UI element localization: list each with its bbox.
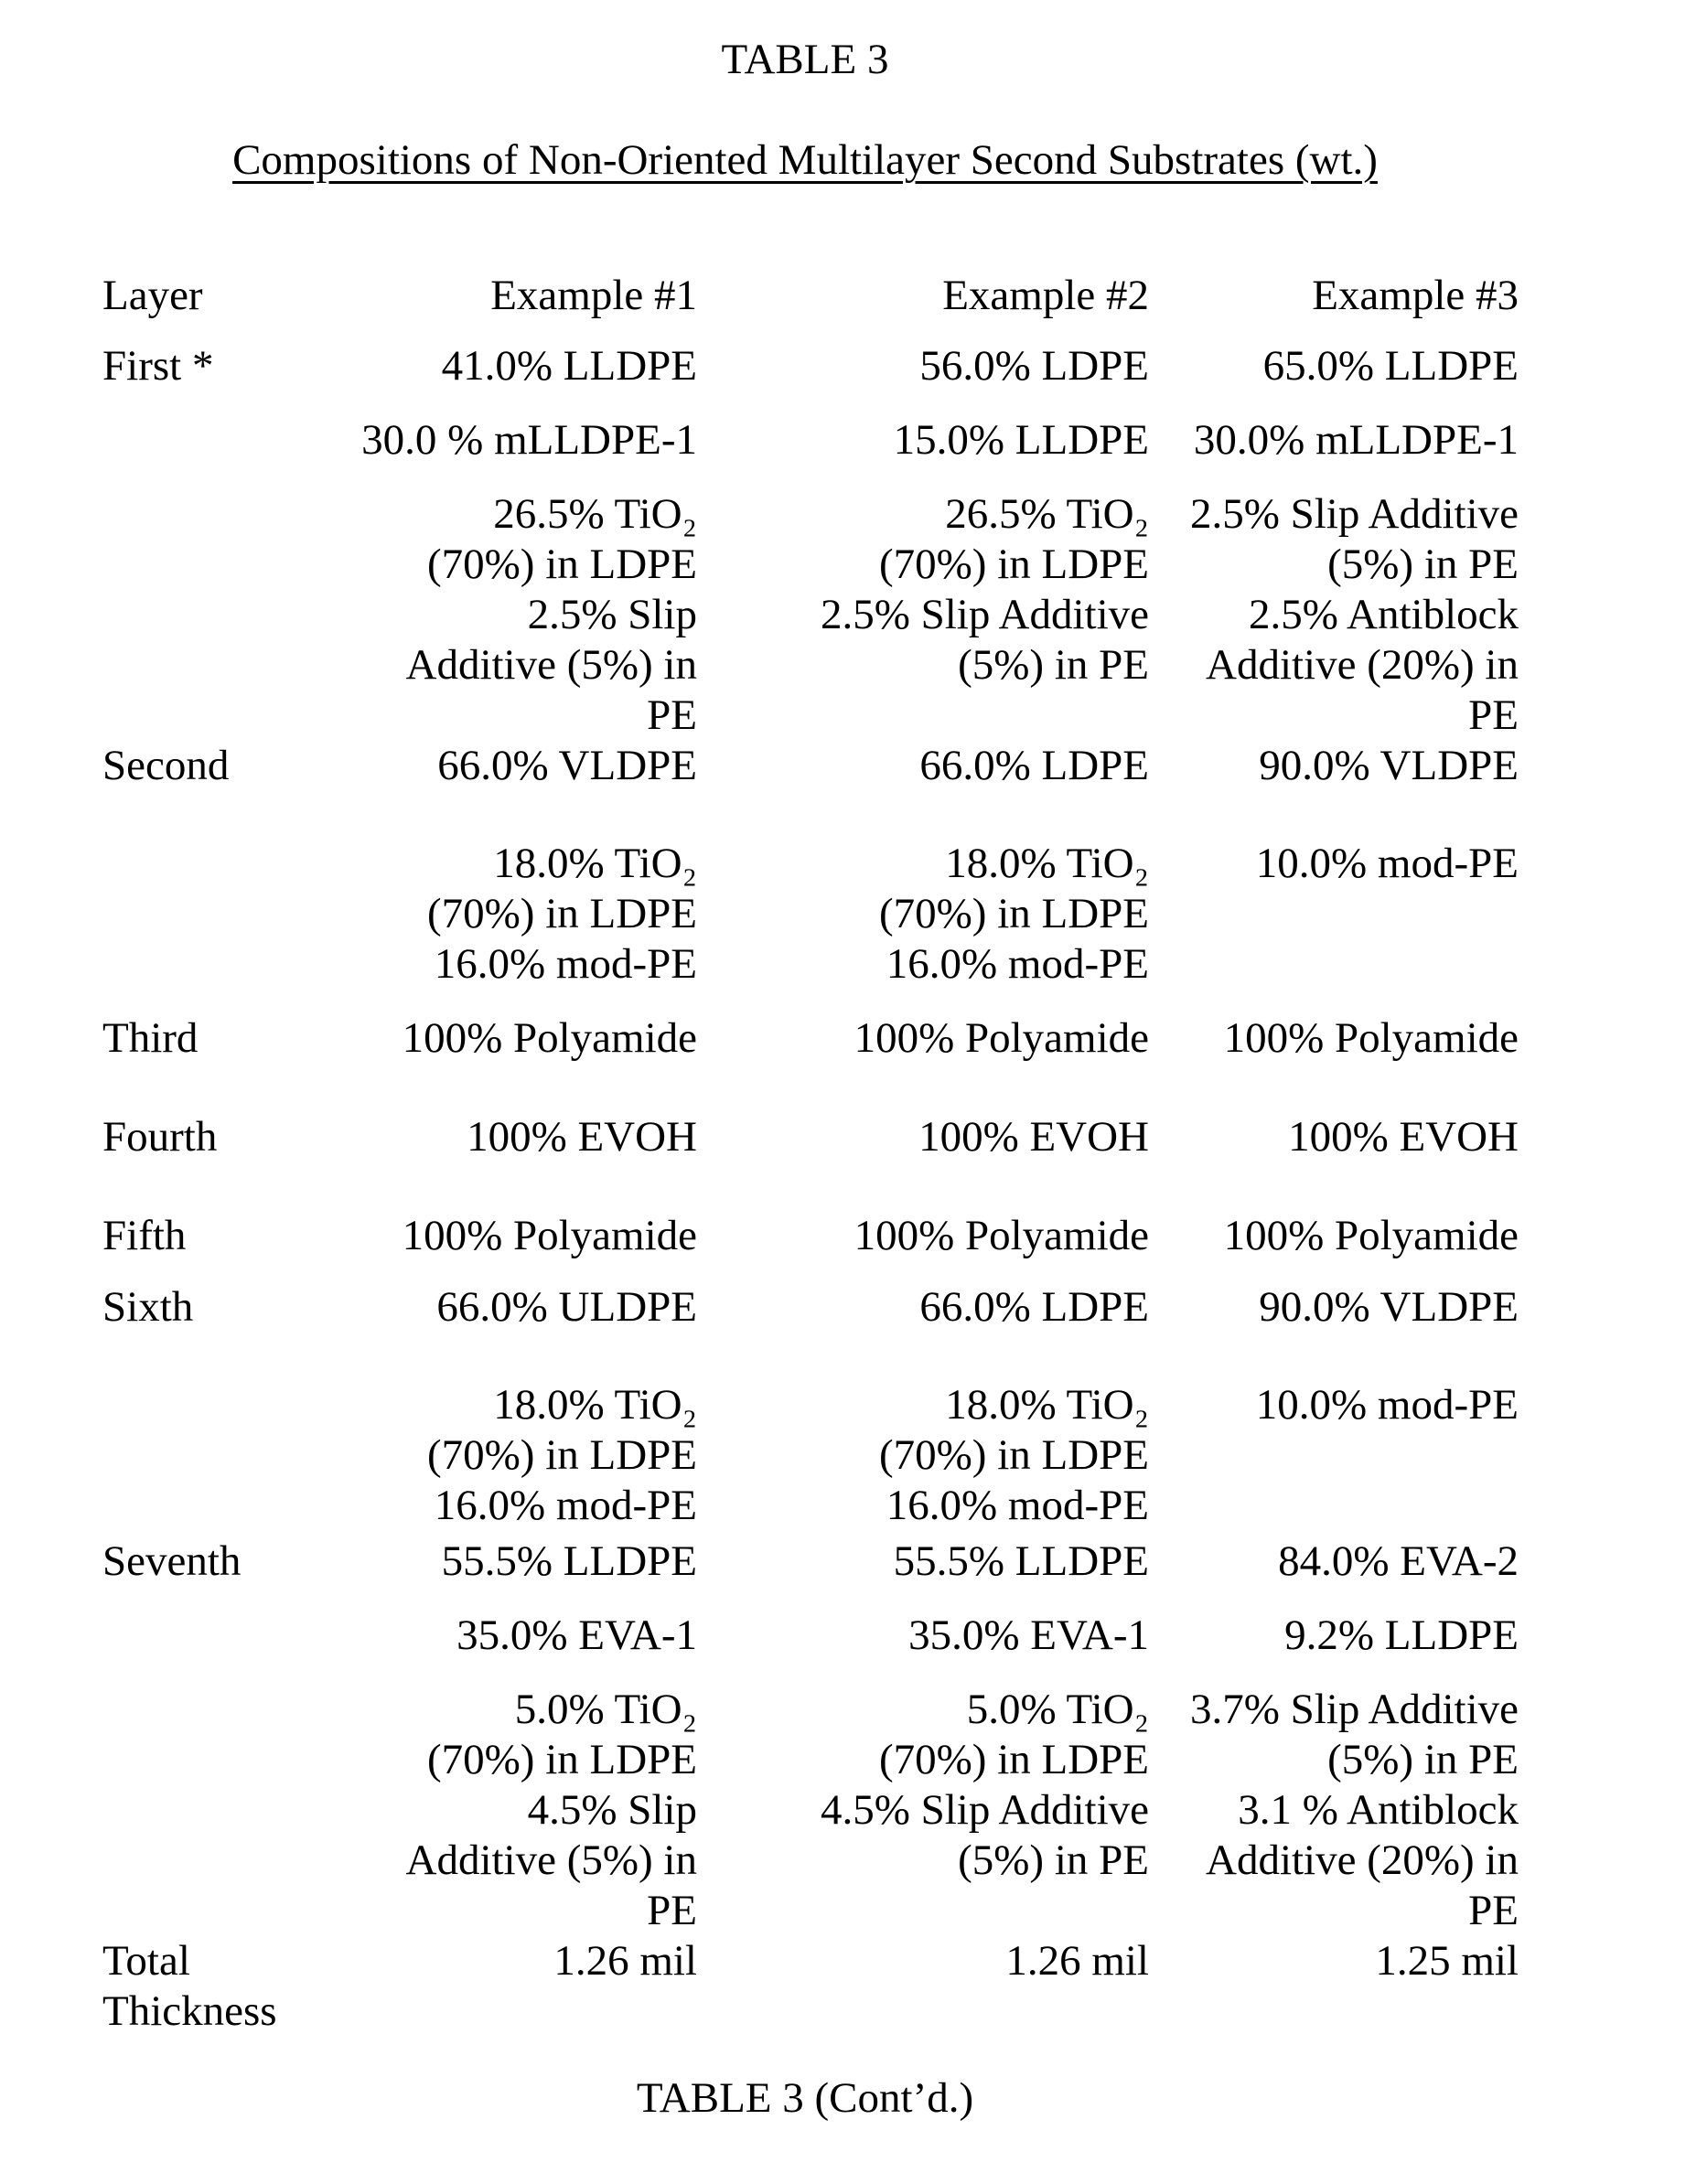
- table-body: [0, 341, 1707, 2037]
- cell-line: 3.1 % Antiblock: [1238, 1786, 1519, 1834]
- cell-line: 26.5% TiO₂: [945, 490, 1149, 538]
- table-row: [0, 741, 1707, 990]
- cell-line: 18.0% TiO₂: [493, 840, 697, 887]
- cell-line: (5%) in PE: [1327, 1736, 1519, 1783]
- cell-line: 15.0% LLDPE: [893, 416, 1149, 464]
- cell-line: Total: [102, 1937, 190, 1985]
- column-header-example1: Example #1: [490, 272, 697, 319]
- cell-line: [805, 791, 1149, 815]
- cell-line: 66.0% LDPE: [919, 742, 1149, 789]
- example3-cell: [1178, 1013, 1519, 1064]
- cell-line: 1.25 mil: [1375, 1937, 1519, 1985]
- table-row: [0, 1013, 1707, 1064]
- example1-cell: [357, 1211, 697, 1261]
- cell-line: (70%) in LDPE: [426, 1431, 697, 1479]
- cell-line: Additive (20%) in: [1206, 641, 1519, 689]
- layer-cell: [0, 1013, 357, 1064]
- cell-line: [357, 1356, 697, 1380]
- cell-line: Fourth: [102, 1113, 218, 1161]
- cell-line: 5.0% TiO₂: [514, 1686, 697, 1733]
- cell-line: Seventh: [102, 1537, 242, 1585]
- cell-line: 4.5% Slip Additive: [820, 1786, 1149, 1834]
- cell-line: 100% Polyamide: [854, 1212, 1149, 1259]
- cell-line: [1178, 1356, 1519, 1380]
- cell-line: 2.5% Slip Additive: [1189, 490, 1519, 538]
- cell-line: 18.0% TiO₂: [945, 1381, 1149, 1429]
- example3-cell: [1178, 1211, 1519, 1261]
- example2-cell: [805, 1936, 1149, 2037]
- cell-line: 84.0% EVA-2: [1278, 1537, 1519, 1585]
- cell-line: 100% Polyamide: [402, 1212, 697, 1259]
- column-header-layer: Layer: [102, 272, 203, 319]
- cell-line: 1.26 mil: [1005, 1937, 1149, 1985]
- cell-line: [1178, 391, 1519, 415]
- example2-cell: [805, 1536, 1149, 1936]
- column-header-example3: Example #3: [1312, 272, 1519, 319]
- cell-line: Additive (20%) in: [1206, 1836, 1519, 1884]
- layer-cell: [0, 341, 357, 741]
- cell-line: [1178, 791, 1519, 815]
- cell-line: (5%) in PE: [1327, 541, 1519, 588]
- example1-cell: [357, 741, 697, 990]
- cell-line: 66.0% VLDPE: [437, 742, 697, 789]
- cell-line: Sixth: [102, 1283, 194, 1331]
- cell-line: [805, 391, 1149, 415]
- cell-line: (70%) in LDPE: [878, 890, 1149, 937]
- example2-cell: [805, 1013, 1149, 1064]
- example2-cell: [805, 741, 1149, 990]
- cell-line: 10.0% mod-PE: [1255, 1381, 1519, 1429]
- example2-cell: [805, 341, 1149, 741]
- cell-line: 18.0% TiO₂: [493, 1381, 697, 1429]
- layer-cell: [0, 1282, 357, 1531]
- cell-line: 9.2% LLDPE: [1284, 1611, 1519, 1659]
- cell-line: [805, 1661, 1149, 1685]
- cell-line: 16.0% mod-PE: [434, 940, 697, 988]
- example3-cell: [1178, 1936, 1519, 2037]
- cell-line: 1.26 mil: [553, 1937, 697, 1985]
- table-header-row: [0, 271, 1707, 321]
- cell-line: 41.0% LLDPE: [441, 342, 697, 390]
- cell-line: 55.5% LLDPE: [441, 1537, 697, 1585]
- table-row: [0, 1536, 1707, 1936]
- cell-line: Second: [102, 742, 230, 789]
- cell-line: PE: [1468, 1887, 1519, 1934]
- cell-line: [1178, 1333, 1519, 1356]
- cell-line: 3.7% Slip Additive: [1189, 1686, 1519, 1733]
- cell-line: [1178, 815, 1519, 839]
- cell-line: Third: [102, 1014, 199, 1062]
- cell-line: Additive (5%) in: [405, 641, 697, 689]
- cell-line: 100% Polyamide: [1223, 1014, 1519, 1062]
- cell-line: 55.5% LLDPE: [893, 1537, 1149, 1585]
- cell-line: (5%) in PE: [958, 1836, 1149, 1884]
- table-row: [0, 1936, 1707, 2037]
- layer-cell: [0, 1112, 357, 1162]
- example3-cell: [1178, 341, 1519, 741]
- example2-cell: [805, 1282, 1149, 1531]
- example2-cell: [805, 1211, 1149, 1261]
- cell-line: 18.0% TiO₂: [945, 840, 1149, 887]
- cell-line: 35.0% EVA-1: [456, 1611, 697, 1659]
- table-row: [0, 1211, 1707, 1261]
- cell-line: (70%) in LDPE: [426, 890, 697, 937]
- example3-cell: [1178, 1112, 1519, 1162]
- layer-cell: [0, 1936, 357, 2037]
- cell-line: 2.5% Slip: [527, 591, 697, 638]
- example3-cell: [1178, 741, 1519, 990]
- cell-line: 100% Polyamide: [1223, 1212, 1519, 1259]
- page-footer: TABLE 3 (Cont’d.): [636, 2074, 974, 2122]
- table-row: [0, 1282, 1707, 1531]
- cell-line: Additive (5%) in: [405, 1836, 697, 1884]
- cell-line: [357, 391, 697, 415]
- cell-line: 100% EVOH: [1288, 1113, 1519, 1161]
- cell-line: PE: [1468, 691, 1519, 739]
- cell-line: 2.5% Antiblock: [1248, 591, 1519, 638]
- cell-line: 2.5% Slip Additive: [820, 591, 1149, 638]
- cell-line: [357, 815, 697, 839]
- example1-cell: [357, 341, 697, 741]
- cell-line: 100% EVOH: [918, 1113, 1149, 1161]
- cell-line: [357, 466, 697, 489]
- cell-line: 26.5% TiO₂: [493, 490, 697, 538]
- cell-line: [805, 1356, 1149, 1380]
- cell-line: 90.0% VLDPE: [1259, 1283, 1519, 1331]
- cell-line: 65.0% LLDPE: [1262, 342, 1519, 390]
- cell-line: 100% EVOH: [467, 1113, 697, 1161]
- example1-cell: [357, 1282, 697, 1531]
- cell-line: 30.0 % mLLDPE-1: [361, 416, 697, 464]
- cell-line: 10.0% mod-PE: [1255, 840, 1519, 887]
- cell-line: [805, 815, 1149, 839]
- cell-line: PE: [647, 1887, 697, 1934]
- cell-line: [805, 1587, 1149, 1611]
- cell-line: Fifth: [102, 1212, 187, 1259]
- example1-cell: [357, 1536, 697, 1936]
- cell-line: 30.0% mLLDPE-1: [1193, 416, 1519, 464]
- cell-line: (70%) in LDPE: [426, 1736, 697, 1783]
- cell-line: [357, 1661, 697, 1685]
- cell-line: 100% Polyamide: [402, 1014, 697, 1062]
- cell-line: [357, 1587, 697, 1611]
- example3-cell: [1178, 1536, 1519, 1936]
- cell-line: 16.0% mod-PE: [886, 940, 1149, 988]
- cell-line: 56.0% LDPE: [919, 342, 1149, 390]
- cell-line: [805, 1333, 1149, 1356]
- cell-line: [357, 1333, 697, 1356]
- cell-line: 5.0% TiO₂: [966, 1686, 1149, 1733]
- cell-line: (70%) in LDPE: [878, 1736, 1149, 1783]
- page-title: TABLE 3: [721, 36, 889, 83]
- cell-line: (70%) in LDPE: [878, 1431, 1149, 1479]
- document-page: [0, 35, 1707, 2184]
- example3-cell: [1178, 1282, 1519, 1531]
- cell-line: [357, 791, 697, 815]
- cell-line: (70%) in LDPE: [426, 541, 697, 588]
- cell-line: 16.0% mod-PE: [886, 1482, 1149, 1529]
- cell-line: [1178, 1661, 1519, 1685]
- table-row: [0, 341, 1707, 741]
- table-subtitle: Compositions of Non-Oriented Multilayer Second Substrates (wt.): [232, 136, 1378, 184]
- example1-cell: [357, 1112, 697, 1162]
- example1-cell: [357, 1936, 697, 2037]
- layer-cell: [0, 1536, 357, 1936]
- cell-line: 66.0% ULDPE: [436, 1283, 697, 1331]
- cell-line: First *: [102, 342, 214, 390]
- cell-line: 66.0% LDPE: [919, 1283, 1149, 1331]
- cell-line: [805, 466, 1149, 489]
- cell-line: 35.0% EVA-1: [908, 1611, 1149, 1659]
- cell-line: (5%) in PE: [958, 641, 1149, 689]
- cell-line: PE: [647, 691, 697, 739]
- example2-cell: [805, 1112, 1149, 1162]
- cell-line: Thickness: [102, 1987, 277, 2035]
- column-header-example2: Example #2: [942, 272, 1149, 319]
- cell-line: 100% Polyamide: [854, 1014, 1149, 1062]
- example1-cell: [357, 1013, 697, 1064]
- layer-cell: [0, 741, 357, 990]
- cell-line: 90.0% VLDPE: [1259, 742, 1519, 789]
- cell-line: (70%) in LDPE: [878, 541, 1149, 588]
- cell-line: 4.5% Slip: [527, 1786, 697, 1834]
- cell-line: [1178, 466, 1519, 489]
- layer-cell: [0, 1211, 357, 1261]
- cell-line: [1178, 1587, 1519, 1611]
- table-row: [0, 1112, 1707, 1162]
- cell-line: 16.0% mod-PE: [434, 1482, 697, 1529]
